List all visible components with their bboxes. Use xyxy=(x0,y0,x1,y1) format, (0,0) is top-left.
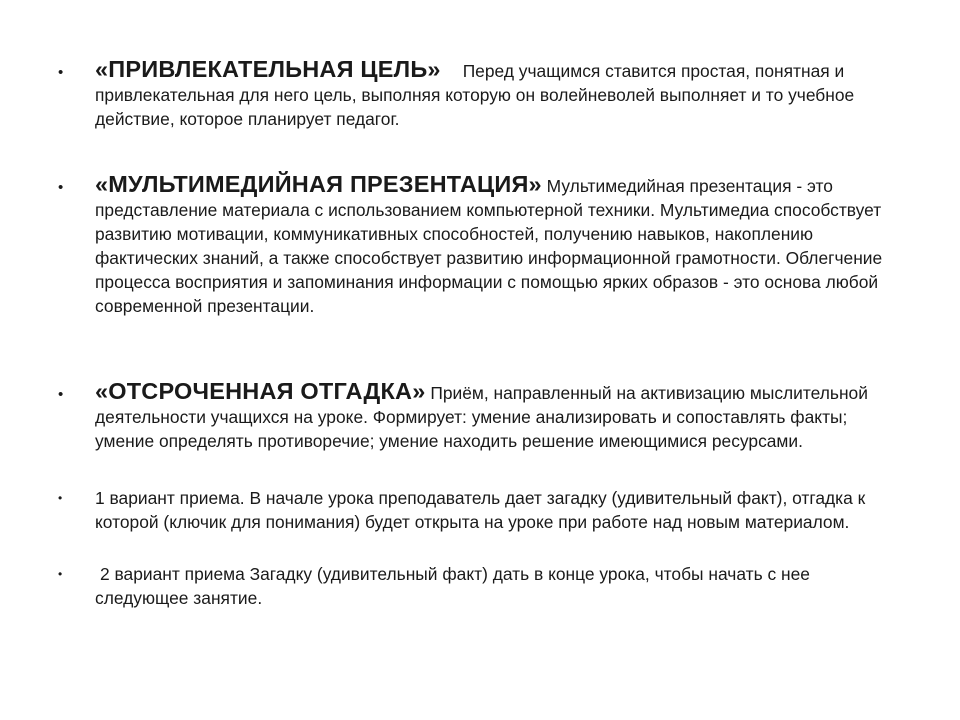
item-body xyxy=(95,57,903,131)
item-body xyxy=(95,562,903,610)
bullet-icon: • xyxy=(58,491,63,505)
bullet-item-multimedia-presentation xyxy=(58,172,903,318)
item-text: Приём, направленный на активизацию мыслительной деятельности учащихся на уроке. Формирует: умение анализировать и сопоставлять факты; умение определять противоречие; умение находить решение имеющимися ресурсами. xyxy=(95,383,868,451)
bullet-item-variant-1 xyxy=(58,486,903,534)
bullet-item-delayed-answer xyxy=(58,379,903,453)
bullet-item-variant-2 xyxy=(58,562,903,610)
item-text: 2 вариант приема Загадку (удивительный факт) дать в конце урока, чтобы начать с нее следующее занятие. xyxy=(95,564,810,608)
item-title: «МУЛЬТИМЕДИЙНАЯ ПРЕЗЕНТАЦИЯ» xyxy=(95,171,542,197)
bullet-icon: • xyxy=(58,64,64,81)
item-text: 1 вариант приема. В начале урока преподаватель дает загадку (удивительный факт), отгадка к которой (ключик для понимания) будет открыта на уроке при работе над новым материалом. xyxy=(95,488,866,532)
item-body xyxy=(95,172,903,318)
bullet-icon: • xyxy=(58,386,64,403)
bullet-icon: • xyxy=(58,567,63,581)
item-text: Перед учащимся ставится простая, понятная и привлекательная для него цель, выполняя которую он волейневолей выполняет и то учебное действие, которое планирует педагог. xyxy=(95,61,855,129)
item-title: «ОТСРОЧЕННАЯ ОТГАДКА» xyxy=(95,378,426,404)
item-body xyxy=(95,379,903,453)
item-text: Мультимедийная презентация - это представление материала с использованием компьютерной техники. Мультимедиа способствует развитию мотивации, коммуникативных способностей, получению навыков, накоплению фактических знаний, а также способствует развитию информационной грамотности. Облегчение процесса восприятия и запоминания информации с помощью ярких образов - это основа любой современной презентации. xyxy=(95,176,883,316)
item-title: «ПРИВЛЕКАТЕЛЬНАЯ ЦЕЛЬ» xyxy=(95,56,441,82)
item-body xyxy=(95,486,903,534)
bullet-icon: • xyxy=(58,179,64,196)
bullet-item-attractive-goal xyxy=(58,57,903,131)
